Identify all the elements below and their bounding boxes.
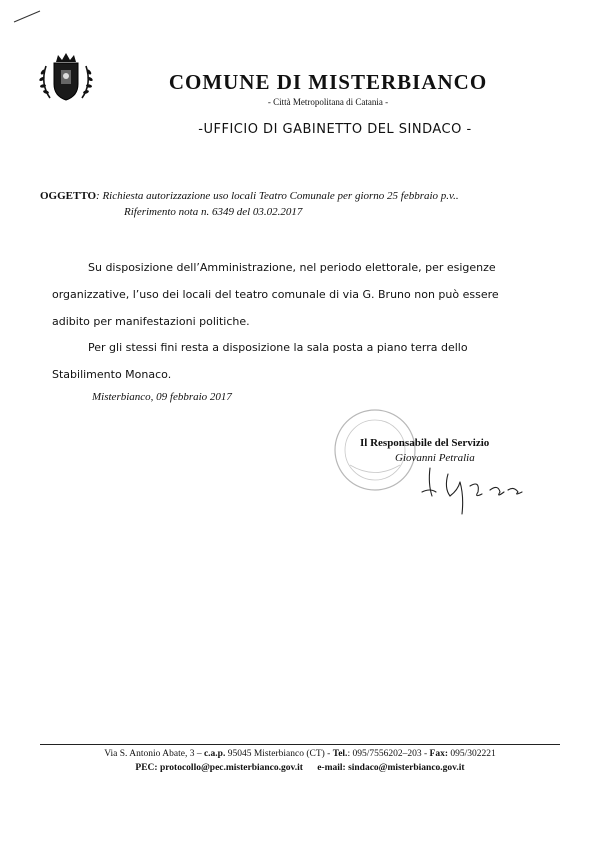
signatory-role: Il Responsabile del Servizio — [360, 437, 490, 449]
body-line: Per gli stessi fini resta a disposizione la sala posta a piano terra dello — [88, 341, 468, 354]
footer-email: sindaco@misterbianco.gov.it — [345, 763, 465, 773]
scan-mark — [12, 8, 42, 24]
footer-address — [0, 749, 600, 759]
body-paragraph-2 — [52, 334, 552, 388]
footer-fax-label: Fax: — [429, 749, 448, 759]
footer-fax: 095/302221 — [447, 749, 496, 759]
page-subtitle: - Città Metropolitana di Catania - — [267, 97, 389, 107]
footer-address-text: Via S. Antonio Abate, 3 – — [104, 749, 204, 759]
body-line: Stabilimento Monaco. — [52, 368, 172, 381]
footer-tel-label: Tel. — [332, 749, 348, 759]
body-line: Su disposizione dell’Amministrazione, nel periodo elettorale, per esigenze — [88, 261, 496, 274]
subject-line-1: : Richiesta autorizzazione uso locali Teatro Comunale per giorno 25 febbraio p.v.. — [96, 190, 459, 202]
subject-line-2: Riferimento nota n. 6349 del 03.02.2017 — [124, 206, 303, 218]
body-paragraph-1 — [52, 254, 552, 335]
handwritten-signature — [400, 462, 540, 522]
page-title: COMUNE DI MISTERBIANCO — [168, 70, 488, 94]
dateline: Misterbianco, 09 febbraio 2017 — [92, 391, 232, 403]
footer-email-label: e-mail: — [317, 763, 346, 773]
signatory-name: Giovanni Petralia — [395, 452, 475, 464]
body-line: adibito per manifestazioni politiche. — [52, 315, 250, 328]
footer-pec: protocollo@pec.misterbianco.gov.it — [157, 763, 303, 773]
body-line: organizzative, l’uso dei locali del teatro comunale di via G. Bruno non può essere — [52, 288, 499, 301]
subject-label: OGGETTO — [40, 190, 97, 202]
footer-cap-label: c.a.p. — [203, 749, 226, 759]
subject-block — [40, 188, 560, 220]
footer-tel: : 095/7556202–203 - — [347, 749, 430, 759]
footer-cap: 95045 Misterbianco (CT) - — [225, 749, 333, 759]
footer-pec-label: PEC: — [135, 763, 158, 773]
office-heading: -UFFICIO DI GABINETTO DEL SINDACO - — [198, 122, 472, 137]
footer-contacts — [0, 763, 600, 773]
footer-divider — [40, 744, 560, 745]
